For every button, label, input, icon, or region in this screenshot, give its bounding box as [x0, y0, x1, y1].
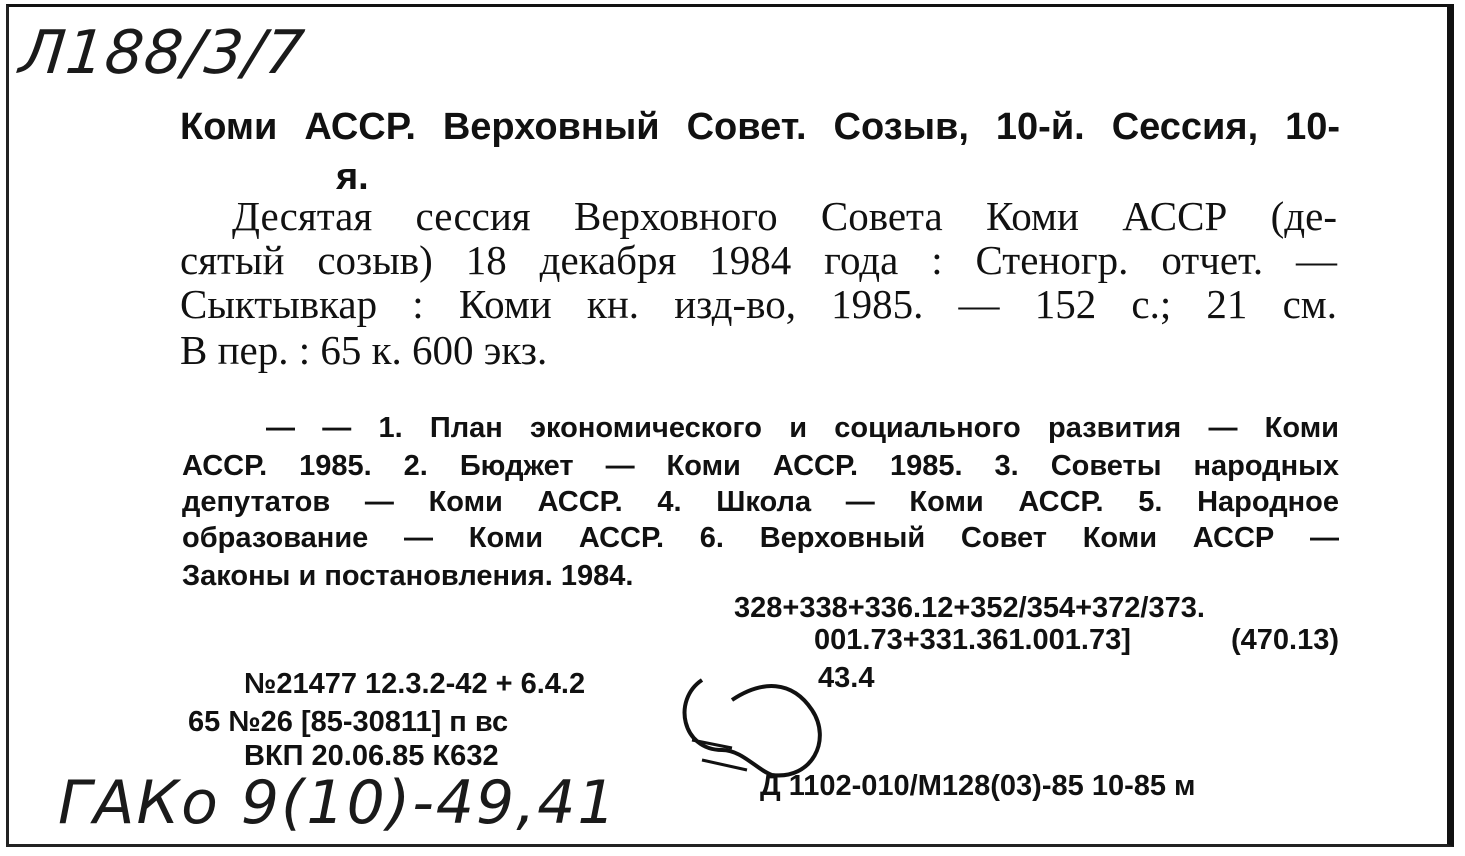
classification-line-1: 328+338+336.12+352/354+372/373. [734, 592, 1205, 624]
stamp-mark [672, 660, 832, 790]
classification-line-2: 001.73+331.361.001.73] (470.13) [814, 624, 1339, 656]
description-line-4: В пер. : 65 к. 600 экз. [180, 327, 548, 373]
description-line-1: Десятая сессия Верховного Совета Коми АССР (де- [232, 193, 1337, 239]
handwritten-shelfmark: Л188/3/7 [16, 18, 309, 88]
handwritten-archive-code: ГАКо 9(10)-49,41 [58, 768, 618, 838]
heading-line-1: Коми АССР. Верховный Совет. Созыв, 10-й. Сессия, 10- [180, 106, 1340, 148]
subject-line-4: образование — Коми АССР. 6. Верховный Совет Коми АССР — [182, 522, 1339, 554]
catalog-code-line-4: Д 1102-010/М128(03)-85 10-85 м [760, 770, 1196, 802]
heading-line-2: я. [336, 156, 369, 198]
catalog-code-line-3: ВКП 20.06.85 К632 [244, 740, 499, 772]
description-line-3: Сыктывкар : Коми кн. изд-во, 1985. — 152 с.; 21 см. [180, 281, 1337, 327]
subject-line-5: Законы и постановления. 1984. [182, 560, 634, 592]
subject-line-3: депутатов — Коми АССР. 4. Школа — Коми АССР. 5. Народное [182, 486, 1339, 518]
description-line-2: сятый созыв) 18 декабря 1984 года : Стеногр. отчет. — [180, 237, 1337, 283]
catalog-code-line-1-end: 43.4 [818, 662, 875, 694]
catalog-code-line-1: №21477 12.3.2-42 + 6.4.2 [244, 668, 586, 700]
subject-line-2: АССР. 1985. 2. Бюджет — Коми АССР. 1985. 3. Советы народных [182, 450, 1339, 482]
catalog-code-line-2: 65 №26 [85-30811] п вс [188, 706, 509, 738]
subject-line-1: — — 1. План экономического и социального развития — Коми [266, 412, 1339, 444]
